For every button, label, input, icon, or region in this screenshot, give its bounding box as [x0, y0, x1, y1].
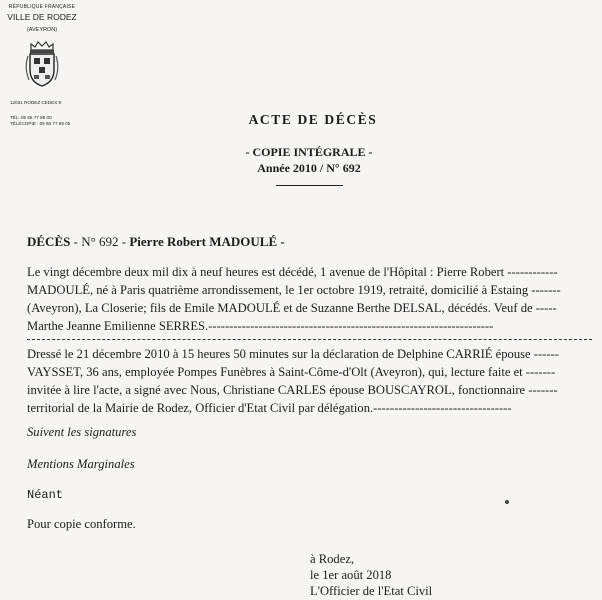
fax-line: TÉLÉCOPIE : 05 65 77 88 05: [10, 121, 71, 126]
telephone-line: TÉL. 05 65 77 88 00: [10, 115, 52, 120]
signatures-note: Suivent les signatures: [27, 425, 137, 439]
copy-type: - COPIE INTÉGRALE -: [245, 145, 373, 159]
letterhead: [4, 4, 80, 126]
paragraph2-line: Dressé le 21 décembre 2010 à 15 heures 50 minutes sur la déclaration de Delphine CARRIÉ épouse ------: [27, 347, 559, 361]
signature-date: le 1er août 2018: [310, 568, 392, 582]
deces-label: DÉCÈS: [27, 234, 71, 249]
paragraph1-line: (Aveyron), La Closerie; fils de Emile MADOULÉ et de Suzanne Berthe DELSAL, décédés. Veuf de -----: [27, 301, 557, 315]
certified-copy: Pour copie conforme.: [27, 517, 136, 531]
address-line: 12031 RODEZ CEDEX 9: [10, 100, 62, 105]
deces-number: - N° 692 -: [70, 234, 130, 249]
paragraph2-line: VAYSSET, 36 ans, employée Pompes Funèbres à Saint-Côme-d'Olt (Aveyron), qui, lecture faite et -------: [27, 365, 556, 379]
dashed-separator: [27, 339, 592, 340]
paragraph1-line: MADOULÉ, né à Paris quatrième arrondissement, le 1er octobre 1919, retraité, domicilié à Estaing -------: [27, 283, 561, 297]
signature-place: à Rodez,: [310, 552, 355, 566]
marginal-mentions: Mentions Marginales: [27, 457, 135, 471]
neant-text: Néant: [27, 488, 64, 502]
deceased-name: Pierre Robert MADOULÉ -: [129, 234, 285, 249]
title-divider: [276, 185, 343, 186]
republic-label: RÉPUBLIQUE FRANÇAISE: [8, 4, 76, 10]
ink-speck: [505, 500, 509, 504]
year-number: Année 2010 / N° 692: [257, 161, 361, 175]
signature-officer: L'Officier de l'Etat Civil: [310, 584, 433, 598]
paragraph1-line: Marthe Jeanne Emilienne SERRES.--------------------------------------------------------------------: [27, 319, 494, 333]
department-label: (AVEYRON): [26, 27, 58, 33]
paragraph2-line: invitée à lire l'acte, a signé avec Nous, Christiane CARLES épouse BOUSCAYROL, fonctionnaire -------: [27, 383, 558, 397]
city-name: VILLE DE RODEZ: [7, 12, 77, 22]
paragraph1-line: Le vingt décembre deux mil dix à neuf heures est décédé, 1 avenue de l'Hôpital : Pierre Robert ------------: [27, 265, 558, 279]
deces-heading: [27, 234, 285, 250]
document-title: ACTE DE DÉCÈS: [248, 112, 378, 127]
paragraph2-line: territorial de la Mairie de Rodez, Officier d'Etat Civil par délégation.---------------------------------: [27, 401, 512, 415]
rodez-coat-of-arms-icon: [23, 40, 61, 88]
